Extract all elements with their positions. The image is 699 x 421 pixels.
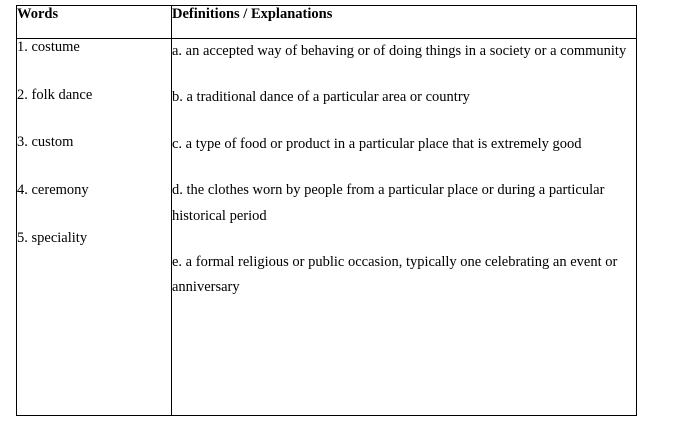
word-item: 2. folk dance (17, 86, 93, 103)
word-item: 1. costume (17, 39, 80, 55)
table-body-row (17, 39, 637, 416)
column-header-words: Words (17, 6, 172, 39)
word-item: 3. custom (17, 134, 74, 151)
definition-item: c. a type of food or product in a particular place that is extremely good (172, 135, 582, 152)
word-item: 4. ceremony (17, 182, 89, 199)
words-column-cell (17, 39, 172, 416)
definitions-column-cell (172, 39, 637, 416)
column-header-definitions: Definitions / Explanations (172, 6, 637, 39)
definition-item: e. a formal religious or public occasion, typically one celebrating an event or anniversary (172, 253, 618, 296)
vocabulary-matching-table (16, 5, 637, 416)
definition-item: a. an accepted way of behaving or of doing things in a society or a community (172, 43, 627, 59)
definition-item: d. the clothes worn by people from a particular place or during a particular historical period (172, 182, 605, 224)
table-header-row (17, 6, 637, 39)
word-item: 5. speciality (17, 229, 88, 246)
definition-item: b. a traditional dance of a particular area or country (172, 89, 470, 106)
